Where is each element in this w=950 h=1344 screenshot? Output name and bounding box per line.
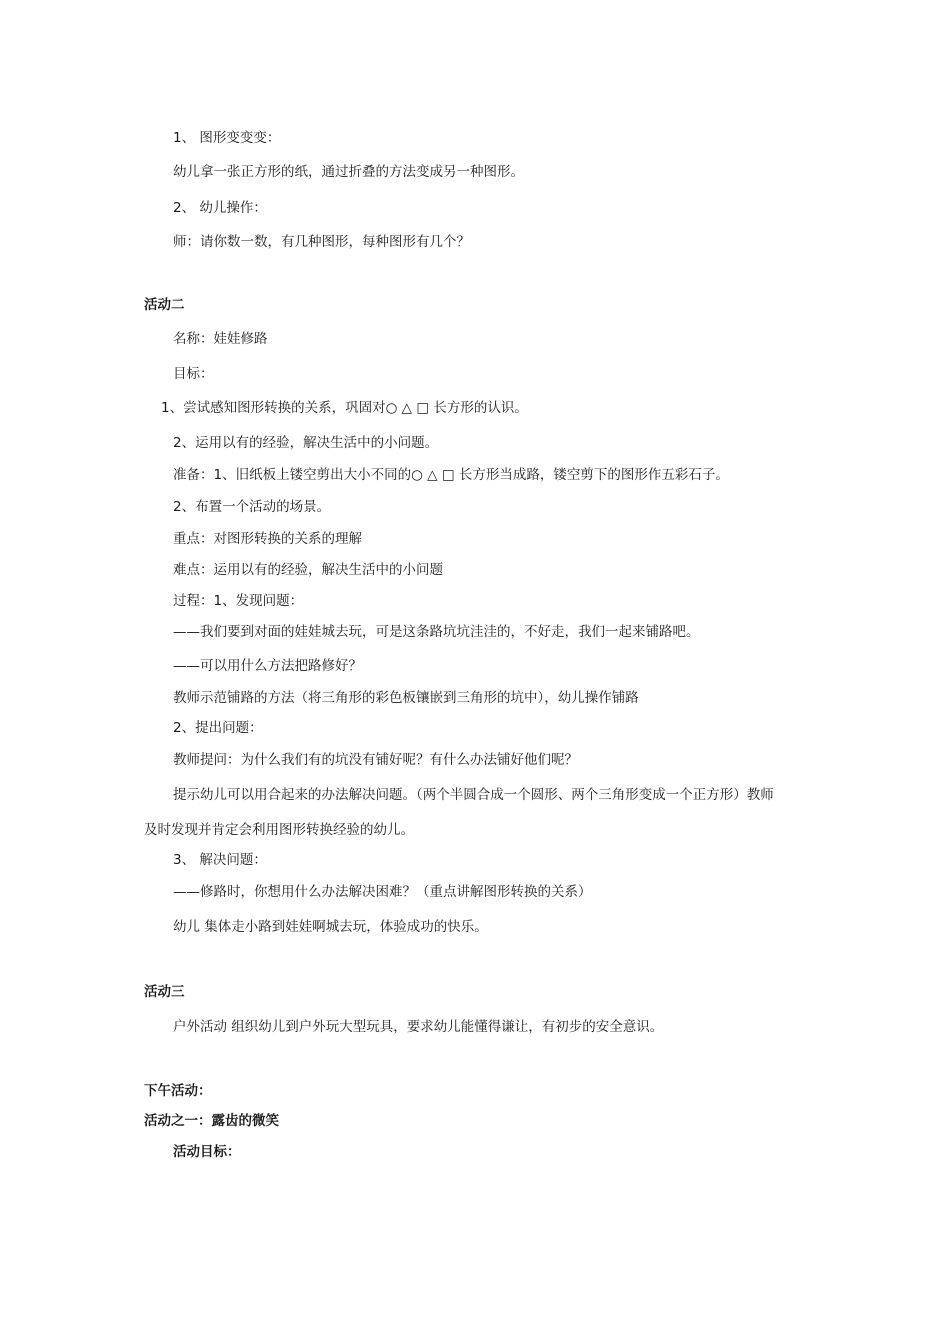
activity-two-key-point: 重点：对图形转换的关系的理解	[173, 531, 362, 547]
section-item-1-text: 幼儿拿一张正方形的纸，通过折叠的方法变成另一种图形。	[173, 164, 524, 180]
activity-two-hint-line-2: 及时发现并肯定会利用图形转换经验的幼儿。	[144, 822, 414, 838]
section-item-1-heading: 1、 图形变变变：	[173, 130, 281, 146]
activity-two-difficulty: 难点：运用以有的经验，解决生活中的小问题	[173, 562, 443, 578]
activity-two-dialog-1: ——我们要到对面的娃娃城去玩，可是这条路坑坑洼洼的，不好走，我们一起来铺路吧。	[173, 624, 700, 640]
afternoon-goal-label: 活动目标：	[173, 1144, 241, 1160]
activity-two-goal-2: 2、运用以有的经验，解决生活中的小问题。	[173, 435, 439, 451]
activity-two-teacher-question: 教师提问：为什么我们有的坑没有铺好呢？有什么办法铺好他们呢？	[173, 752, 578, 768]
afternoon-heading: 下午活动：	[144, 1083, 212, 1099]
activity-two-process-2: 2、提出问题：	[173, 720, 263, 736]
activity-two-process-3: 3、 解决问题：	[173, 852, 267, 868]
activity-three-text: 户外活动 组织幼儿到户外玩大型玩具，要求幼儿能懂得谦让，有初步的安全意识。	[173, 1019, 664, 1035]
activity-two-prep-2: 2、布置一个活动的场景。	[173, 499, 331, 515]
activity-two-dialog-3: ——修路时，你想用什么办法解决困难？（重点讲解图形转换的关系）	[173, 884, 592, 900]
afternoon-activity-title: 活动之一：露齿的微笑	[144, 1113, 279, 1129]
section-item-2-text: 师：请你数一数，有几种图形，每种图形有几个？	[173, 234, 470, 250]
section-item-2-heading: 2、 幼儿操作：	[173, 200, 267, 216]
activity-two-prep-1: 准备：1、旧纸板上镂空剪出大小不同的○ △ □ 长方形当成路，镂空剪下的图形作五彩石子。	[173, 467, 729, 483]
activity-two-demo: 教师示范铺路的方法（将三角形的彩色板镶嵌到三角形的坑中），幼儿操作铺路	[173, 690, 639, 706]
activity-two-process-1: 过程：1、发现问题：	[173, 593, 304, 609]
activity-two-dialog-2: ——可以用什么方法把路修好？	[173, 658, 362, 674]
activity-three-heading: 活动三	[144, 984, 185, 1000]
activity-two-goal-label: 目标：	[173, 366, 214, 382]
activity-two-heading: 活动二	[144, 297, 185, 313]
activity-two-name: 名称：娃娃修路	[173, 331, 268, 347]
activity-two-ending: 幼儿 集体走小路到娃娃啊城去玩，体验成功的快乐。	[173, 919, 488, 935]
activity-two-goal-1: 1、尝试感知图形转换的关系，巩固对○ △ □ 长方形的认识。	[161, 400, 528, 416]
activity-two-hint-line-1: 提示幼儿可以用合起来的办法解决问题。（两个半圆合成一个圆形、两个三角形变成一个正方形）教师	[173, 787, 774, 803]
